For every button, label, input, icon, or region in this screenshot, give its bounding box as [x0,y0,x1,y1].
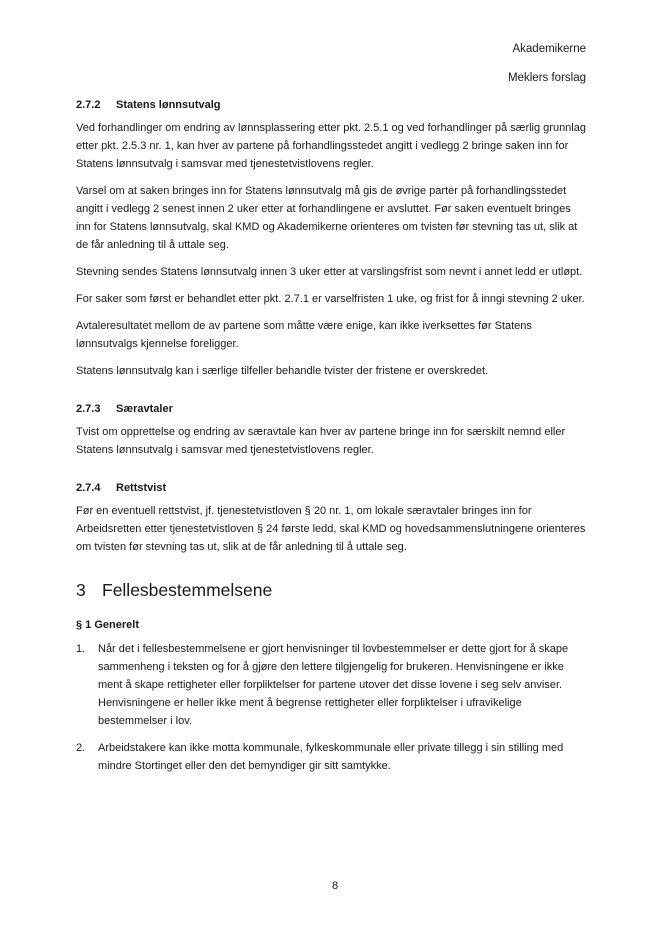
section-number: 2.7.4 [76,482,101,494]
paragraph-heading-generelt: § 1 Generelt [76,619,139,631]
paragraph: Varsel om at saken bringes inn for Statens lønnsutvalg må gis de øvrige parter på forhandlingsstedet angitt i vedlegg 2 senest innen 2 uker etter at forhandlingene er avsluttet. Før saken eventuelt bringes inn for Statens lønnsutvalg, skal KMD og Akademikerne orienteres om tvisten før stevning tas ut, slik at de får anledning til å uttale seg. [76,185,578,251]
paragraph: Statens lønnsutvalg kan i særlige tilfeller behandle tvister der fristene er overskredet. [76,365,489,377]
paragraph: Avtaleresultatet mellom de av partene som måtte være enige, kan ikke iverksettes før Statens lønnsutvalgs kjennelse foreligger. [76,320,532,350]
list-item-number: 1. [76,643,86,655]
section-heading-2-7-4 [76,481,586,495]
section-number: 2.7.3 [76,403,101,415]
page-number: 8 [331,880,339,892]
chapter-number: 3 [76,580,86,600]
paragraph: Før en eventuell rettstvist, jf. tjenestetvistloven § 20 nr. 1, om lokale særavtaler bringes inn for Arbeidsretten etter tjenestetvistloven § 24 første ledd, skal KMD og hovedsammenslutningene orienteres om tvisten før stevning tas ut, slik at de får anledning til å uttale seg. [76,505,586,553]
section-title: Statens lønnsutvalg [116,99,221,111]
list-item-number: 2. [76,742,86,754]
list-item-text: Arbeidstakere kan ikke motta kommunale, fylkeskommunale eller private tillegg i sin stilling med mindre Stortinget eller den det bemyndiger gir sitt samtykke. [98,742,564,772]
paragraph: For saker som først er behandlet etter pkt. 2.7.1 er varselfristen 1 uke, og frist for å inngi stevning 2 uker. [76,293,585,305]
document-body [76,98,586,784]
section-number: 2.7.2 [76,99,101,111]
paragraph: Stevning sendes Statens lønnsutvalg innen 3 uker etter at varslingsfrist som nevnt i annet ledd er utløpt. [76,266,583,278]
section-heading-2-7-2 [76,98,586,112]
section-heading-2-7-3 [76,402,586,416]
chapter-title: Fellesbestemmelsene [102,580,273,600]
list-item-text: Når det i fellesbestemmelsene er gjort henvisninger til lovbestemmelser er dette gjort for å skape sammenheng i teksten og for å gjøre den lettere tilgjengelig for brukeren. Henvisningene er ikke ment å skape rettigheter eller forpliktelser for partene utover det disse lovene i seg selv anviser. Henvisningene er heller ikke ment å begrense rettigheter eller forpliktelser i ufravikelige bestemmelser i lov. [98,643,569,727]
header-organization: Akademikerne [512,43,586,55]
header-subtitle: Meklers forslag [508,72,586,84]
spacer [76,468,586,481]
list-item [76,739,586,775]
paragraph: Tvist om opprettelse og endring av særavtale kan hver av partene bringe inn for særskilt nemnd eller Statens lønnsutvalg i samsvar med tjenestetvistlovens regler. [76,426,566,456]
spacer [76,389,586,402]
section-title: Særavtaler [116,403,173,415]
spacer [76,565,586,578]
numbered-list [76,640,586,775]
chapter-heading [76,578,586,602]
section-title: Rettstvist [116,482,167,494]
paragraph: Ved forhandlinger om endring av lønnsplassering etter pkt. 2.5.1 og ved forhandlinger på særlig grunnlag etter pkt. 2.5.3 nr. 1, kan hver av partene på forhandlingsstedet angitt i vedlegg 2 bringe saken inn for Statens lønnsutvalg i samsvar med tjenestetvistlovens regler. [76,122,586,170]
list-item [76,640,586,730]
